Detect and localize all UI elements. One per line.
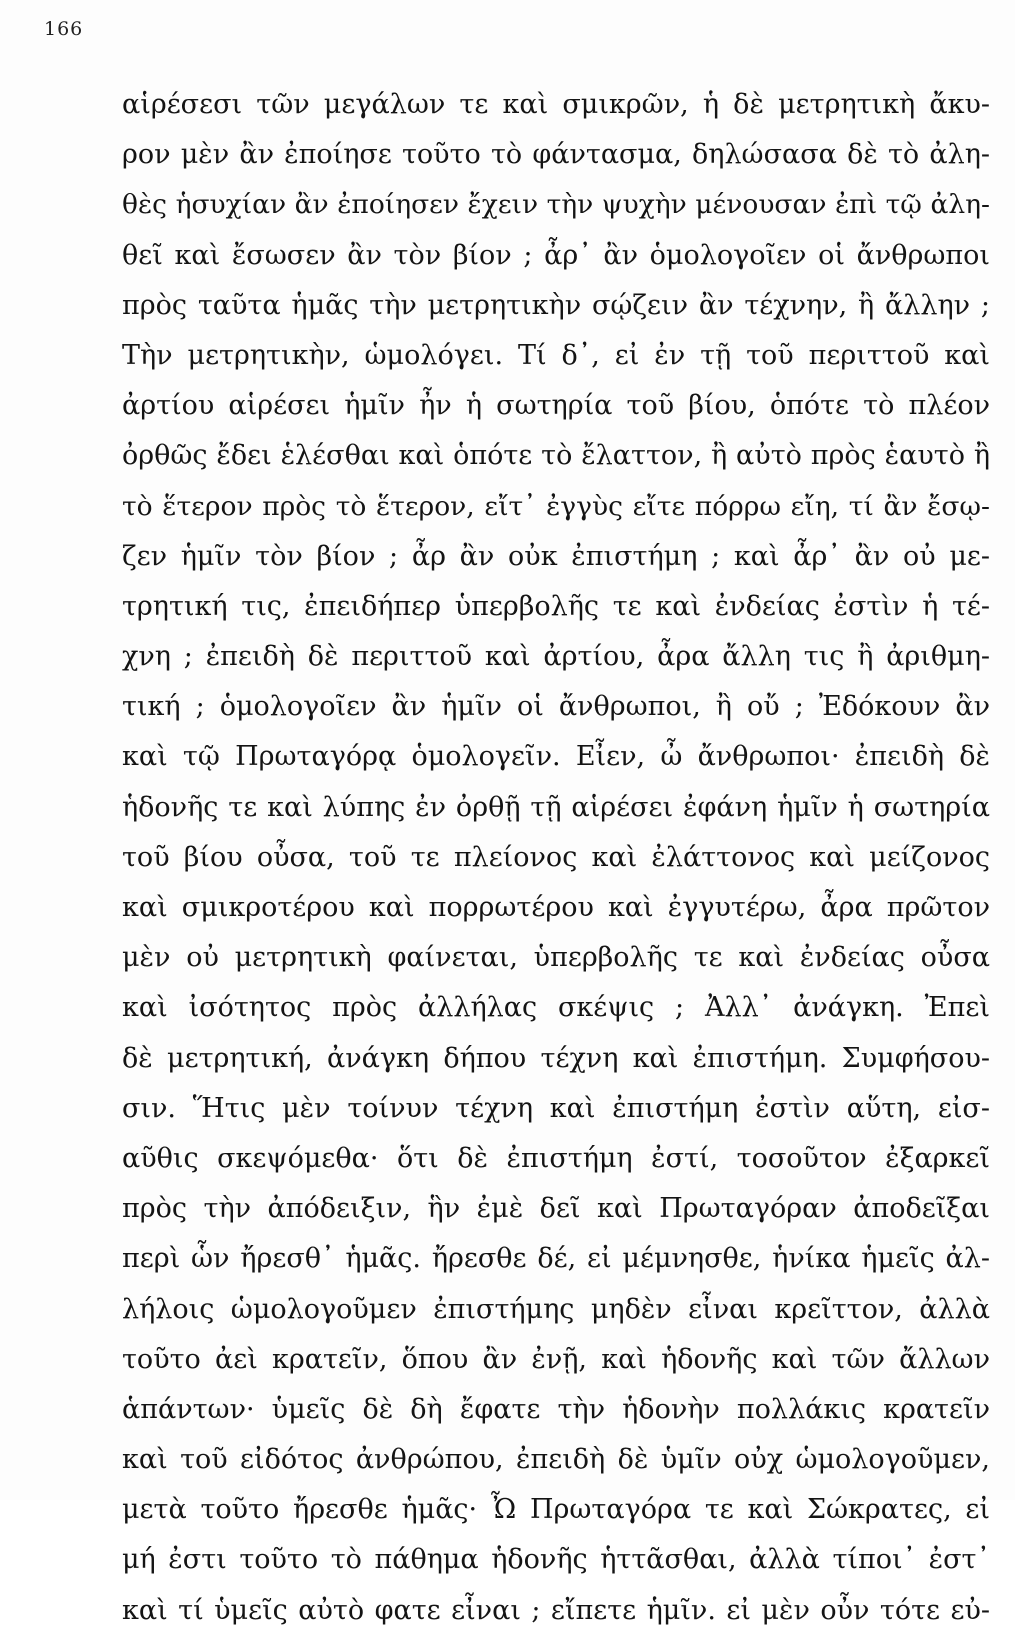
text-line: σιν. Ἥτις μὲν τοίνυν τέχνη καὶ ἐπιστήμη ἐστὶν αὕτη, εἰσ-	[122, 1092, 990, 1124]
text-line: ἁπάντων· ὑμεῖς δὲ δὴ ἔφατε τὴν ἡδονὴν πολλάκις κρατεῖν	[122, 1393, 990, 1425]
text-line: Τὴν μετρητικὴν, ὡμολόγει. Τί δ᾽, εἰ ἐν τῇ τοῦ περιττοῦ καὶ	[122, 339, 990, 371]
text-line: θεῖ καὶ ἔσωσεν ἂν τὸν βίον ; ἆρ᾽ ἂν ὁμολογοῖεν οἱ ἄνθρωποι	[122, 239, 990, 271]
text-line: δὲ μετρητική, ἀνάγκη δήπου τέχνη καὶ ἐπιστήμη. Συμφήσου-	[122, 1042, 990, 1074]
text-line: αῦθις σκεψόμεθα· ὅτι δὲ ἐπιστήμη ἐστί, τοσοῦτον ἐξαρκεῖ	[122, 1142, 990, 1174]
text-line: τοῦτο ἀεὶ κρατεῖν, ὅπου ἂν ἐνῇ, καὶ ἡδονῆς καὶ τῶν ἄλλων	[122, 1343, 990, 1375]
text-line: αἱρέσεσι τῶν μεγάλων τε καὶ σμικρῶν, ἡ δὲ μετρητικὴ ἄκυ-	[122, 89, 990, 120]
text-line: θὲς ἡσυχίαν ἂν ἐποίησεν ἔχειν τὴν ψυχὴν μένουσαν ἐπὶ τῷ ἀλη-	[122, 189, 990, 221]
text-line: τὸ ἕτερον πρὸς τὸ ἕτερον, εἴτ᾽ ἐγγὺς εἴτε πόρρω εἴη, τί ἂν ἔσῳ-	[122, 490, 990, 522]
text-line: περὶ ὧν ἤρεσθ᾽ ἡμᾶς. ἤρεσθε δέ, εἰ μέμνησθε, ἡνίκα ἡμεῖς ἀλ-	[122, 1243, 990, 1275]
text-line: λήλοις ὡμολογοῦμεν ἐπιστήμης μηδὲν εἶναι κρεῖττον, ἀλλὰ	[122, 1293, 990, 1325]
text-line: καὶ τοῦ εἰδότος ἀνθρώπου, ἐπειδὴ δὲ ὑμῖν οὐχ ὡμολογοῦμεν,	[122, 1444, 990, 1476]
text-line: καὶ τῷ Πρωταγόρᾳ ὁμολογεῖν. Εἶεν, ὦ ἄνθρωποι· ἐπειδὴ δὲ	[122, 741, 990, 773]
text-line: ὀρθῶς ἔδει ἑλέσθαι καὶ ὁπότε τὸ ἔλαττον, ἢ αὐτὸ πρὸς ἑαυτὸ ἢ	[122, 440, 990, 472]
text-line: τοῦ βίου οὖσα, τοῦ τε πλείονος καὶ ἐλάττονος καὶ μείζονος	[122, 841, 990, 873]
text-line: ἡδονῆς τε καὶ λύπης ἐν ὀρθῇ τῇ αἱρέσει ἐφάνη ἡμῖν ἡ σωτηρία	[122, 791, 990, 823]
text-line: χνη ; ἐπειδὴ δὲ περιττοῦ καὶ ἀρτίου, ἆρα ἄλλη τις ἢ ἀριθμη-	[122, 641, 990, 673]
text-line: τρητική τις, ἐπειδήπερ ὑπερβολῆς τε καὶ ἐνδείας ἐστὶν ἡ τέ-	[122, 590, 990, 622]
text-line: ρον μὲν ἂν ἐποίησε τοῦτο τὸ φάντασμα, δηλώσασα δὲ τὸ ἀλη-	[122, 139, 990, 171]
text-line: τική ; ὁμολογοῖεν ἂν ἡμῖν οἱ ἄνθρωποι, ἢ οὔ ; Ἐδόκουν ἂν	[122, 691, 990, 723]
text-line: καὶ τί ὑμεῖς αὐτὸ φατε εἶναι ; εἴπετε ἡμῖν. εἰ μὲν οὖν τότε εὐ-	[122, 1594, 990, 1626]
text-line: καὶ ἰσότητος πρὸς ἀλλήλας σκέψις ; Ἀλλ᾽ ἀνάγκη. Ἐπεὶ	[122, 992, 990, 1024]
body-text	[122, 80, 990, 1636]
text-line: μετὰ τοῦτο ἤρεσθε ἡμᾶς· Ὦ Πρωταγόρα τε καὶ Σώκρατες, εἰ	[122, 1494, 990, 1526]
text-line: πρὸς τὴν ἀπόδειξιν, ἣν ἐμὲ δεῖ καὶ Πρωταγόραν ἀποδεῖξαι	[122, 1193, 990, 1225]
text-line: μὲν οὐ μετρητικὴ φαίνεται, ὑπερβολῆς τε καὶ ἐνδείας οὖσα	[122, 942, 990, 974]
text-line: ἀρτίου αἱρέσει ἡμῖν ἦν ἡ σωτηρία τοῦ βίου, ὁπότε τὸ πλέον	[122, 390, 990, 422]
page-number: 166	[44, 18, 84, 40]
text-line: μή ἐστι τοῦτο τὸ πάθημα ἡδονῆς ἡττᾶσθαι, ἀλλὰ τίποι᾽ ἐστ᾽	[122, 1544, 990, 1576]
text-line: πρὸς ταῦτα ἡμᾶς τὴν μετρητικὴν σῴζειν ἂν τέχνην, ἢ ἄλλην ;	[122, 289, 990, 321]
text-line: καὶ σμικροτέρου καὶ πορρωτέρου καὶ ἐγγυτέρω, ἆρα πρῶτον	[122, 892, 990, 923]
text-line: ζεν ἡμῖν τὸν βίον ; ἆρ ἂν οὐκ ἐπιστήμη ; καὶ ἆρ᾽ ἂν οὐ με-	[122, 540, 990, 572]
